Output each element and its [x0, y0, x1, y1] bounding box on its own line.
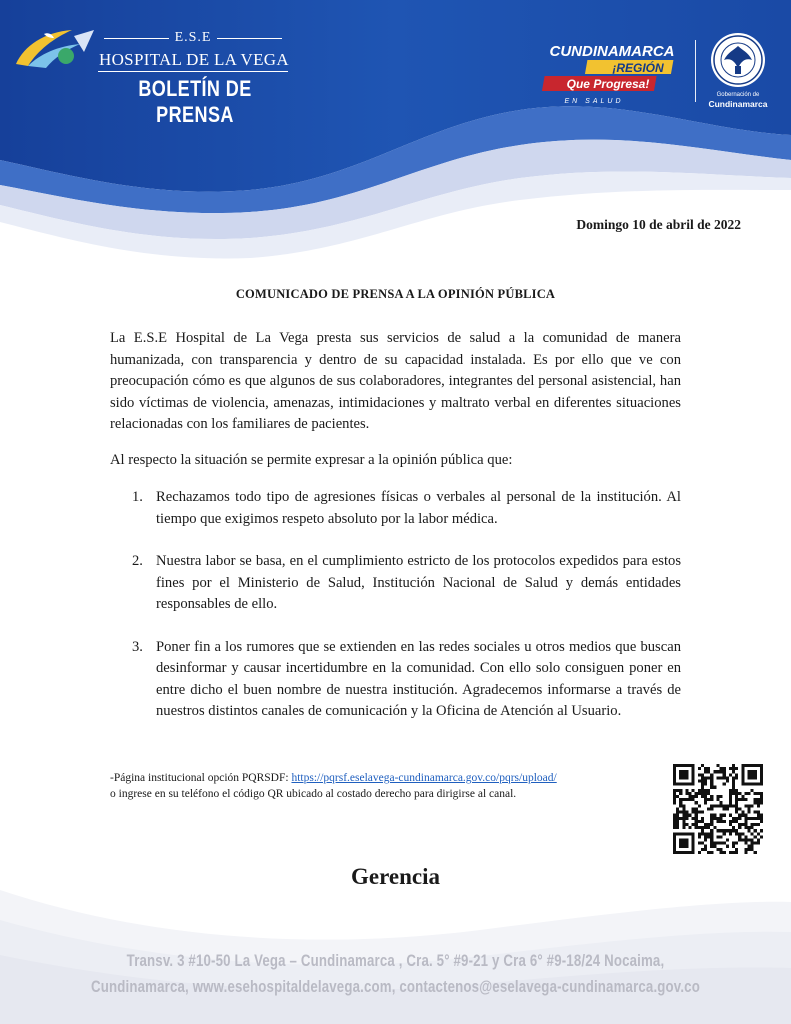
government-seal-icon — [702, 30, 774, 94]
list-item — [110, 487, 681, 530]
footer-address-line1: Transv. 3 #10-50 La Vega – Cundinamarca , Cra. 5° #9-21 y Cra 6° #9-18/24 Nocaima, — [126, 951, 665, 970]
signature-gerencia: Gerencia — [351, 864, 440, 889]
government-label-small: Gobernación de — [716, 92, 760, 98]
government-label: Cundinamarca — [708, 99, 768, 109]
ese-text: E.S.E — [174, 30, 212, 45]
region-logo-line4: EN SALUD — [564, 98, 624, 105]
list-item-text: Nuestra labor se basa, en el cumplimiento estricto de los protocolos expedidos para estos fines por el Ministerio de Salud, Institución Nacional de Salud y demás entidades responsables de ello. — [156, 553, 681, 612]
pqrsdf-link[interactable]: https://pqrsf.eselavega-cundinamarca.gov.co/pqrs/upload/ — [291, 772, 557, 784]
region-logo-line3: Que Progresa! — [566, 77, 650, 91]
ese-right-rule — [217, 38, 282, 39]
list-item-text: Rechazamos todo tipo de agresiones físicas o verbales al personal de la institución. Al tiempo que exigimos respeto absoluto por la labor médica. — [156, 489, 681, 527]
list-item — [110, 637, 681, 723]
press-headline: COMUNICADO DE PRENSA A LA OPINIÓN PÚBLICA — [235, 287, 556, 301]
body-paragraph-2: Al respecto la situación se permite expresar a la opinión pública que: — [110, 452, 513, 468]
hospital-name-rule — [98, 71, 288, 72]
region-logo-line1: CUNDINAMARCA — [549, 43, 675, 60]
list-item-number: 2. — [132, 553, 143, 569]
footer-address-line2: Cundinamarca, www.esehospitaldelavega.com, contactenos@eselavega-cundinamarca.gov.co — [91, 977, 700, 996]
cundinamarca-region-logo — [532, 34, 692, 106]
list-item-number: 3. — [132, 638, 143, 655]
press-date: Domingo 10 de abril de 2022 — [576, 217, 741, 232]
ese-left-rule — [104, 38, 169, 39]
qr-code-icon[interactable] — [673, 764, 763, 854]
statement-list — [110, 487, 681, 744]
list-item — [110, 551, 681, 616]
body-paragraph-1: La E.S.E Hospital de La Vega presta sus servicios de salud a la comunidad de manera humanizada, con transparencia y dentro de su capacidad instalada. Es por ello que ve con preocupación cómo es que algunos de sus colaboradores, integrantes del personal asistencial, han sido víctimas de violencia, amenazas, intimidaciones y maltrato verbal en diferentes situaciones relacionadas con los familiares de pacientes. — [110, 330, 681, 432]
list-item-number: 1. — [132, 489, 143, 505]
pqrsdf-note — [110, 770, 557, 786]
list-item-text: Poner fin a los rumores que se extienden en las redes sociales u otros medios que buscan desinformar y causar incertidumbre en la comunidad. Con ello solo consiguen poner en entre dicho el buen nombre de nuestra institución. Agradecemos informarse a través de nuestros distintos canales de comunicación y la Oficina de Atención al Usuario. — [156, 638, 681, 719]
qr-instruction: o ingrese en su teléfono el código QR ubicado al costado derecho para dirigirse al canal. — [110, 788, 517, 800]
bulletin-title: BOLETÍN DE PRENSA — [138, 76, 252, 127]
hospital-logo-icon — [14, 26, 96, 70]
hospital-name: HOSPITAL DE LA VEGA — [99, 50, 289, 69]
logo-divider — [695, 40, 696, 102]
region-logo-line2: ¡REGIÓN — [612, 61, 664, 75]
pqrsdf-prefix: -Página institucional opción PQRSDF: — [110, 772, 292, 784]
hospital-ese-label — [98, 30, 288, 46]
